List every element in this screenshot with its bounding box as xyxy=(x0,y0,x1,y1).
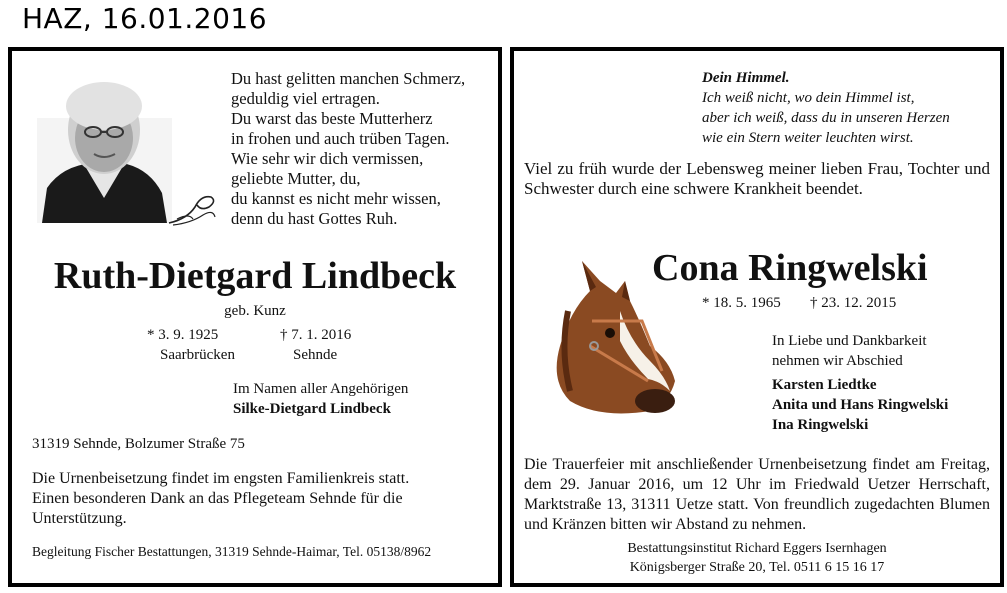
undertaker-line: Königsberger Straße 20, Tel. 0511 6 15 16 17 xyxy=(629,560,885,575)
note-line: Die Urnenbeisetzung findet im engsten Familienkreis statt. xyxy=(32,470,410,487)
ceremony-text: Die Trauerfeier mit anschließender Urnenbeisetzung findet am Freitag, dem 29. Januar 2016, um 12 Uhr im Friedwald Uetzer Herrschaft, Marktstraße 13, 31311 Uetze statt. Von freundlich zugedachten Blumen und Kränzen bitten wir Abstand zu nehmen. xyxy=(524,456,990,533)
poem-line: Du hast gelitten manchen Schmerz, xyxy=(231,69,466,88)
obituary-notice-lindbeck xyxy=(8,47,502,587)
farewell-line: nehmen wir Abschied xyxy=(772,353,903,369)
horse-head-image xyxy=(530,251,680,419)
poem-line: du kannst es nicht mehr wissen, xyxy=(231,189,441,208)
poem-line: in frohen und auch trüben Tagen. xyxy=(231,129,450,148)
intro-text: Viel zu früh wurde der Lebensweg meiner lieben Frau, Tochter und Schwester durch eine schwere Krankheit beendet. xyxy=(524,159,990,198)
notes xyxy=(32,469,409,529)
address: 31319 Sehnde, Bolzumer Straße 75 xyxy=(32,436,245,452)
family-member: Ina Ringwelski xyxy=(772,417,869,433)
note-line: Einen besonderen Dank an das Pflegeteam Sehnde für die xyxy=(32,490,403,507)
poem-line: geduldig viel ertragen. xyxy=(231,89,380,108)
birth-place: Saarbrücken xyxy=(160,347,235,363)
family-intro: Im Namen aller Angehörigen xyxy=(233,381,409,397)
verse-line: aber ich weiß, dass du in unseren Herzen xyxy=(702,110,950,126)
family-member: Karsten Liedtke xyxy=(772,377,877,393)
undertaker: Begleitung Fischer Bestattungen, 31319 Sehnde-Haimar, Tel. 05138/8962 xyxy=(32,544,432,559)
ornament-swirl-icon xyxy=(167,189,217,227)
verse-line: wie ein Stern weiter leuchten wirst. xyxy=(702,130,914,146)
death-place: Sehnde xyxy=(293,347,338,363)
birth-date: * 3. 9. 1925 xyxy=(147,327,219,343)
death-date: † 23. 12. 2015 xyxy=(810,295,897,311)
undertaker xyxy=(514,539,1000,577)
newspaper-date-header: HAZ, 16.01.2016 xyxy=(22,2,268,35)
poem xyxy=(231,69,465,229)
undertaker-line: Bestattungsinstitut Richard Eggers Isernhagen xyxy=(627,541,887,556)
deceased-name: Cona Ringwelski xyxy=(652,247,928,289)
poem-line: geliebte Mutter, du, xyxy=(231,169,361,188)
farewell xyxy=(772,331,927,371)
portrait-photo xyxy=(37,68,172,223)
family-member: Anita und Hans Ringwelski xyxy=(772,397,949,413)
verse-line: Ich weiß nicht, wo dein Himmel ist, xyxy=(702,90,915,106)
death-date: † 7. 1. 2016 xyxy=(280,327,352,343)
poem-line: Du warst das beste Mutterherz xyxy=(231,109,433,128)
obituary-notice-ringwelski xyxy=(510,47,1004,587)
deceased-name: Ruth-Dietgard Lindbeck xyxy=(53,255,457,297)
verse-title: Dein Himmel. xyxy=(702,70,790,86)
poem-line: denn du hast Gottes Ruh. xyxy=(231,209,398,228)
family-list xyxy=(772,375,948,435)
maiden-name: geb. Kunz xyxy=(224,303,286,319)
farewell-line: In Liebe und Dankbarkeit xyxy=(772,333,927,349)
verse xyxy=(702,68,982,148)
family-name: Silke-Dietgard Lindbeck xyxy=(233,401,391,417)
birth-date: * 18. 5. 1965 xyxy=(702,295,781,311)
note-line: Unterstützung. xyxy=(32,510,127,527)
poem-line: Wie sehr wir dich vermissen, xyxy=(231,149,424,168)
